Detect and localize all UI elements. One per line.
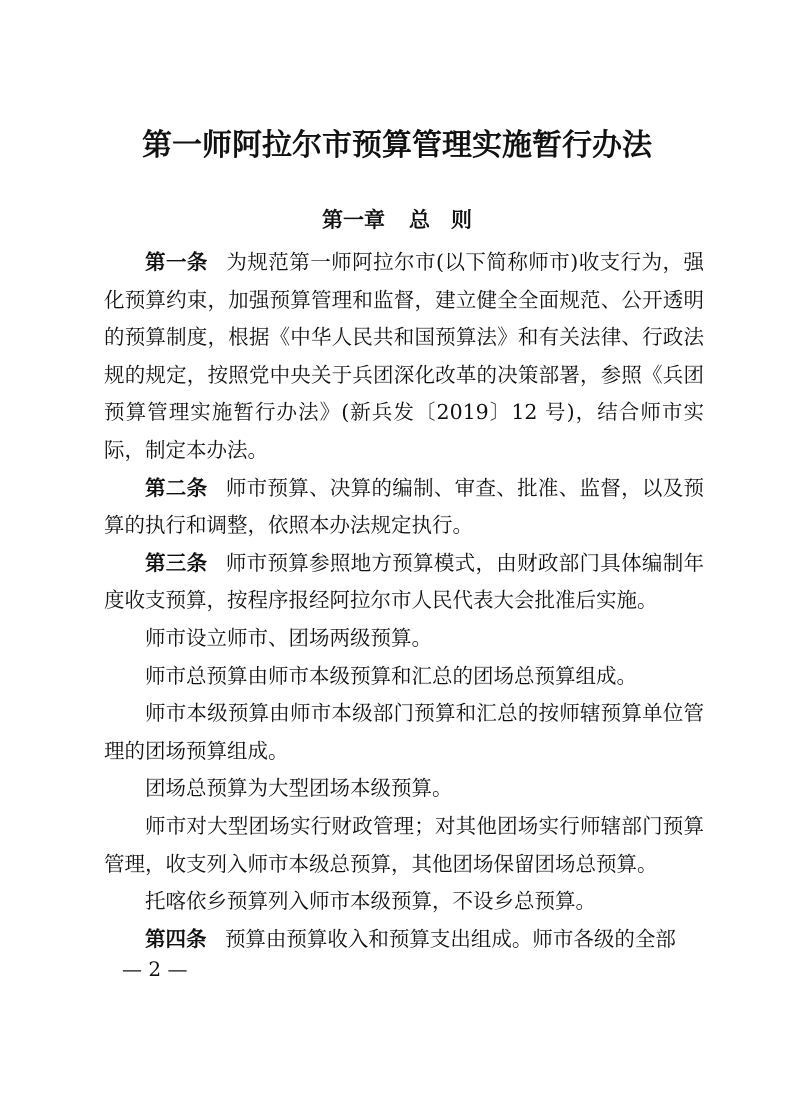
paragraph [104, 770, 704, 808]
paragraph [104, 695, 704, 770]
paragraph-text: 师市本级预算由师市本级部门预算和汇总的按师辖预算单位管理的团场预算组成。 [104, 701, 704, 763]
paragraph-text: 师市总预算由师市本级预算和汇总的团场总预算组成。 [145, 663, 637, 688]
paragraph [104, 808, 704, 883]
paragraph [104, 545, 704, 620]
paragraph [104, 883, 704, 921]
page-number: — 2 — [122, 957, 188, 981]
paragraph-text: 托喀依乡预算列入师市本级预算，不设乡总预算。 [145, 889, 596, 914]
article-label: 第三条 [145, 550, 208, 575]
body-text [104, 244, 704, 958]
article-label: 第四条 [145, 926, 207, 951]
paragraph-text: 师市预算参照地方预算模式，由财政部门具体编制年度收支预算，按程序报经阿拉尔市人民代表大会批准后实施。 [104, 550, 705, 613]
paragraph-text: 团场总预算为大型团场本级预算。 [145, 776, 453, 801]
chapter-number: 第一章 [322, 208, 385, 232]
article-label: 第一条 [145, 250, 208, 274]
article-label: 第二条 [145, 475, 208, 500]
chapter-heading [0, 205, 794, 235]
paragraph [104, 921, 704, 959]
paragraph-text: 师市对大型团场实行财政管理；对其他团场实行师辖部门预算管理，收支列入师市本级总预算，其他团场保留团场总预算。 [104, 813, 704, 876]
paragraph-text: 师市预算、决算的编制、审查、批准、监督，以及预算的执行和调整，依照本办法规定执行。 [104, 475, 705, 538]
paragraph-text: 师市设立师市、团场两级预算。 [145, 625, 432, 650]
paragraph-text: 预算由预算收入和预算支出组成。师市各级的全部 [224, 926, 676, 951]
page-title: 第一师阿拉尔市预算管理实施暂行办法 [142, 128, 652, 163]
paragraph [104, 658, 704, 696]
paragraph [104, 470, 704, 545]
paragraph-text: 为规范第一师阿拉尔市(以下简称师市)收支行为，强化预算约束，加强预算管理和监督，建立健全全面规范、公开透明的预算制度，根据《中华人民共和国预算法》和有关法律、行政法规的规定，按照党中央关于兵团深化改革的决策部署，参照《兵团预算管理实施暂行办法》(新兵发〔2019〕12 号)，结合师市实际，制定本办法。 [104, 250, 705, 462]
chapter-name: 总 则 [409, 208, 472, 232]
paragraph [104, 244, 704, 470]
paragraph [104, 620, 704, 658]
